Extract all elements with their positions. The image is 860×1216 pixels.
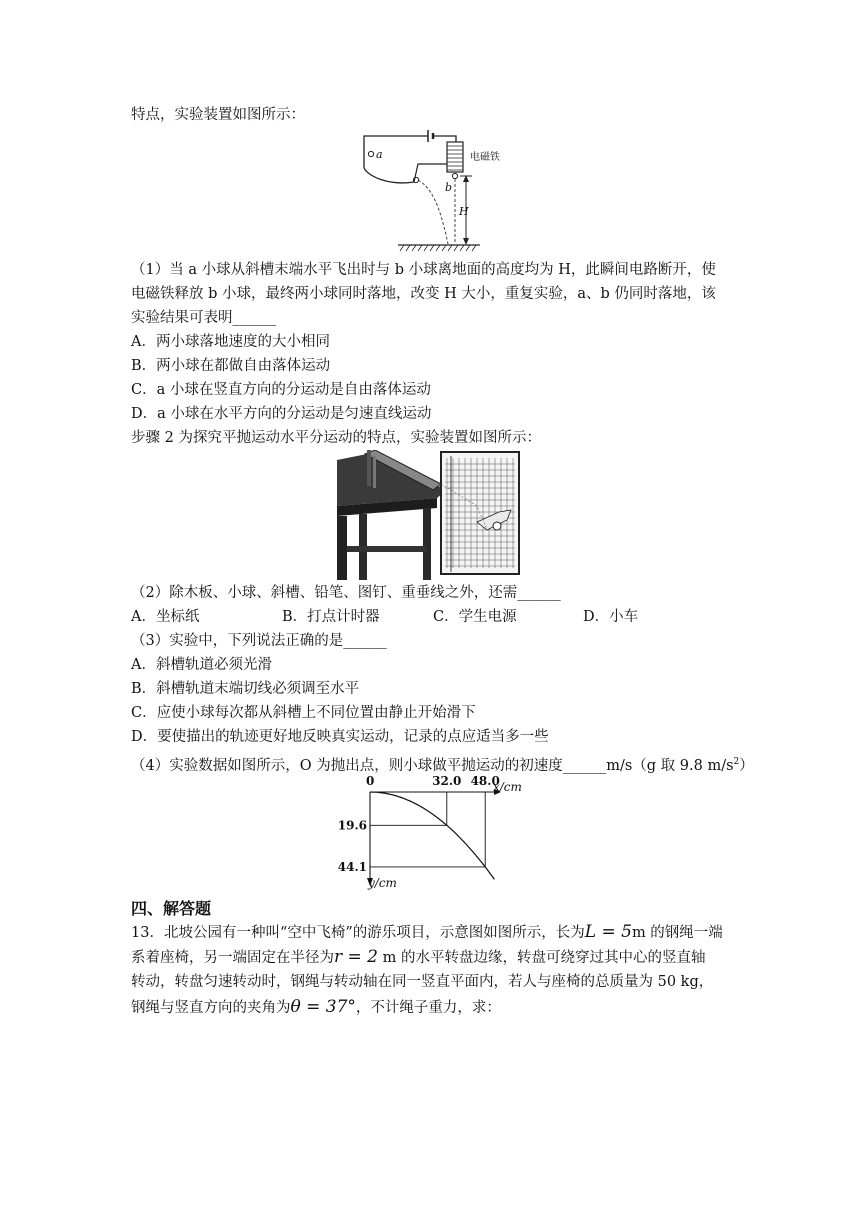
trajectory-chart xyxy=(330,774,530,892)
q2-option-a: A．坐标纸 xyxy=(131,609,200,625)
q2-option-c: C．学生电源 xyxy=(433,609,517,625)
q3-option-d: D．要使描出的轨迹更好地反映真实运动，记录的点应适当多一些 xyxy=(131,729,549,745)
q2-options xyxy=(131,607,691,627)
q3-option-c: C．应使小球每次都从斜槽上不同位置由静止开始滑下 xyxy=(131,705,476,721)
x-tick-label-32: 32.0 xyxy=(432,774,462,788)
q1-option-b: B．两小球在都做自由落体运动 xyxy=(131,358,331,374)
q1-stem-line1: （1）当 a 小球从斜槽末端水平飞出时与 b 小球离地面的高度均为 H，此瞬间电路断开，使 xyxy=(131,262,716,278)
origin-label: 0 xyxy=(366,774,375,788)
figure-ramp-grid-board xyxy=(337,450,521,580)
step2-text: 步骤 2 为探究平抛运动水平分运动的特点，实验装置如图所示： xyxy=(131,430,541,446)
q2-option-b: B．打点计时器 xyxy=(282,609,380,625)
q1-option-a: A．两小球落地速度的大小相同 xyxy=(131,334,330,350)
x-axis-label: x/cm xyxy=(493,780,522,794)
q13-line1: 13．北坡公园有一种叫“空中飞椅”的游乐项目，示意图如图所示，长为L = 5m 的钢绳一端 xyxy=(131,922,723,942)
label-magnet: 电磁铁 xyxy=(470,152,500,163)
section-heading: 四、解答题 xyxy=(131,899,212,918)
svg-text:b: b xyxy=(445,181,453,194)
y-tick-label-19-6: 19.6 xyxy=(337,818,367,833)
q3-option-a: A．斜槽轨道必须光滑 xyxy=(131,657,272,673)
q4-stem: （4）实验数据如图所示，O 为抛出点，则小球做平抛运动的初速度______m/s（g 取 9.8 $m/s^2$） xyxy=(131,757,754,774)
intro-text: 特点，实验装置如图所示： xyxy=(131,107,305,123)
q13-line4: 钢绳与竖直方向的夹角为θ = 37°，不计绳子重力，求： xyxy=(131,997,501,1017)
figure-electromagnet-apparatus xyxy=(358,128,510,254)
q1-stem-line3: 实验结果可表明______ xyxy=(131,310,276,326)
q3-stem: （3）实验中，下列说法正确的是______ xyxy=(131,633,387,649)
svg-text:a: a xyxy=(376,148,383,161)
q13-line2: 系着座椅，另一端固定在半径为r = 2 m 的水平转盘边缘，转盘可绕穿过其中心的竖直轴 xyxy=(131,947,706,967)
q3-option-b: B．斜槽轨道末端切线必须调至水平 xyxy=(131,681,360,697)
q2-stem: （2）除木板、小球、斜槽、铅笔、图钉、重垂线之外，还需______ xyxy=(131,585,561,601)
q1-option-d: D．a 小球在水平方向的分运动是匀速直线运动 xyxy=(131,406,432,422)
q2-option-d: D．小车 xyxy=(583,609,639,625)
q1-stem-line2: 电磁铁释放 b 小球，最终两小球同时落地，改变 H 大小，重复实验，a、b 仍同时落地，该 xyxy=(131,286,716,302)
q13-line3: 转动，转盘匀速转动时，钢绳与转动轴在同一竖直平面内，若人与座椅的总质量为 50 kg， xyxy=(131,974,714,990)
x-tick-label-48: 48.0 xyxy=(470,774,500,788)
trajectory-curve xyxy=(370,792,494,879)
svg-text:H: H xyxy=(459,205,469,218)
q1-option-c: C．a 小球在竖直方向的分运动是自由落体运动 xyxy=(131,382,431,398)
y-tick-label-44-1: 44.1 xyxy=(337,859,367,874)
y-axis-label: y/cm xyxy=(368,876,397,890)
